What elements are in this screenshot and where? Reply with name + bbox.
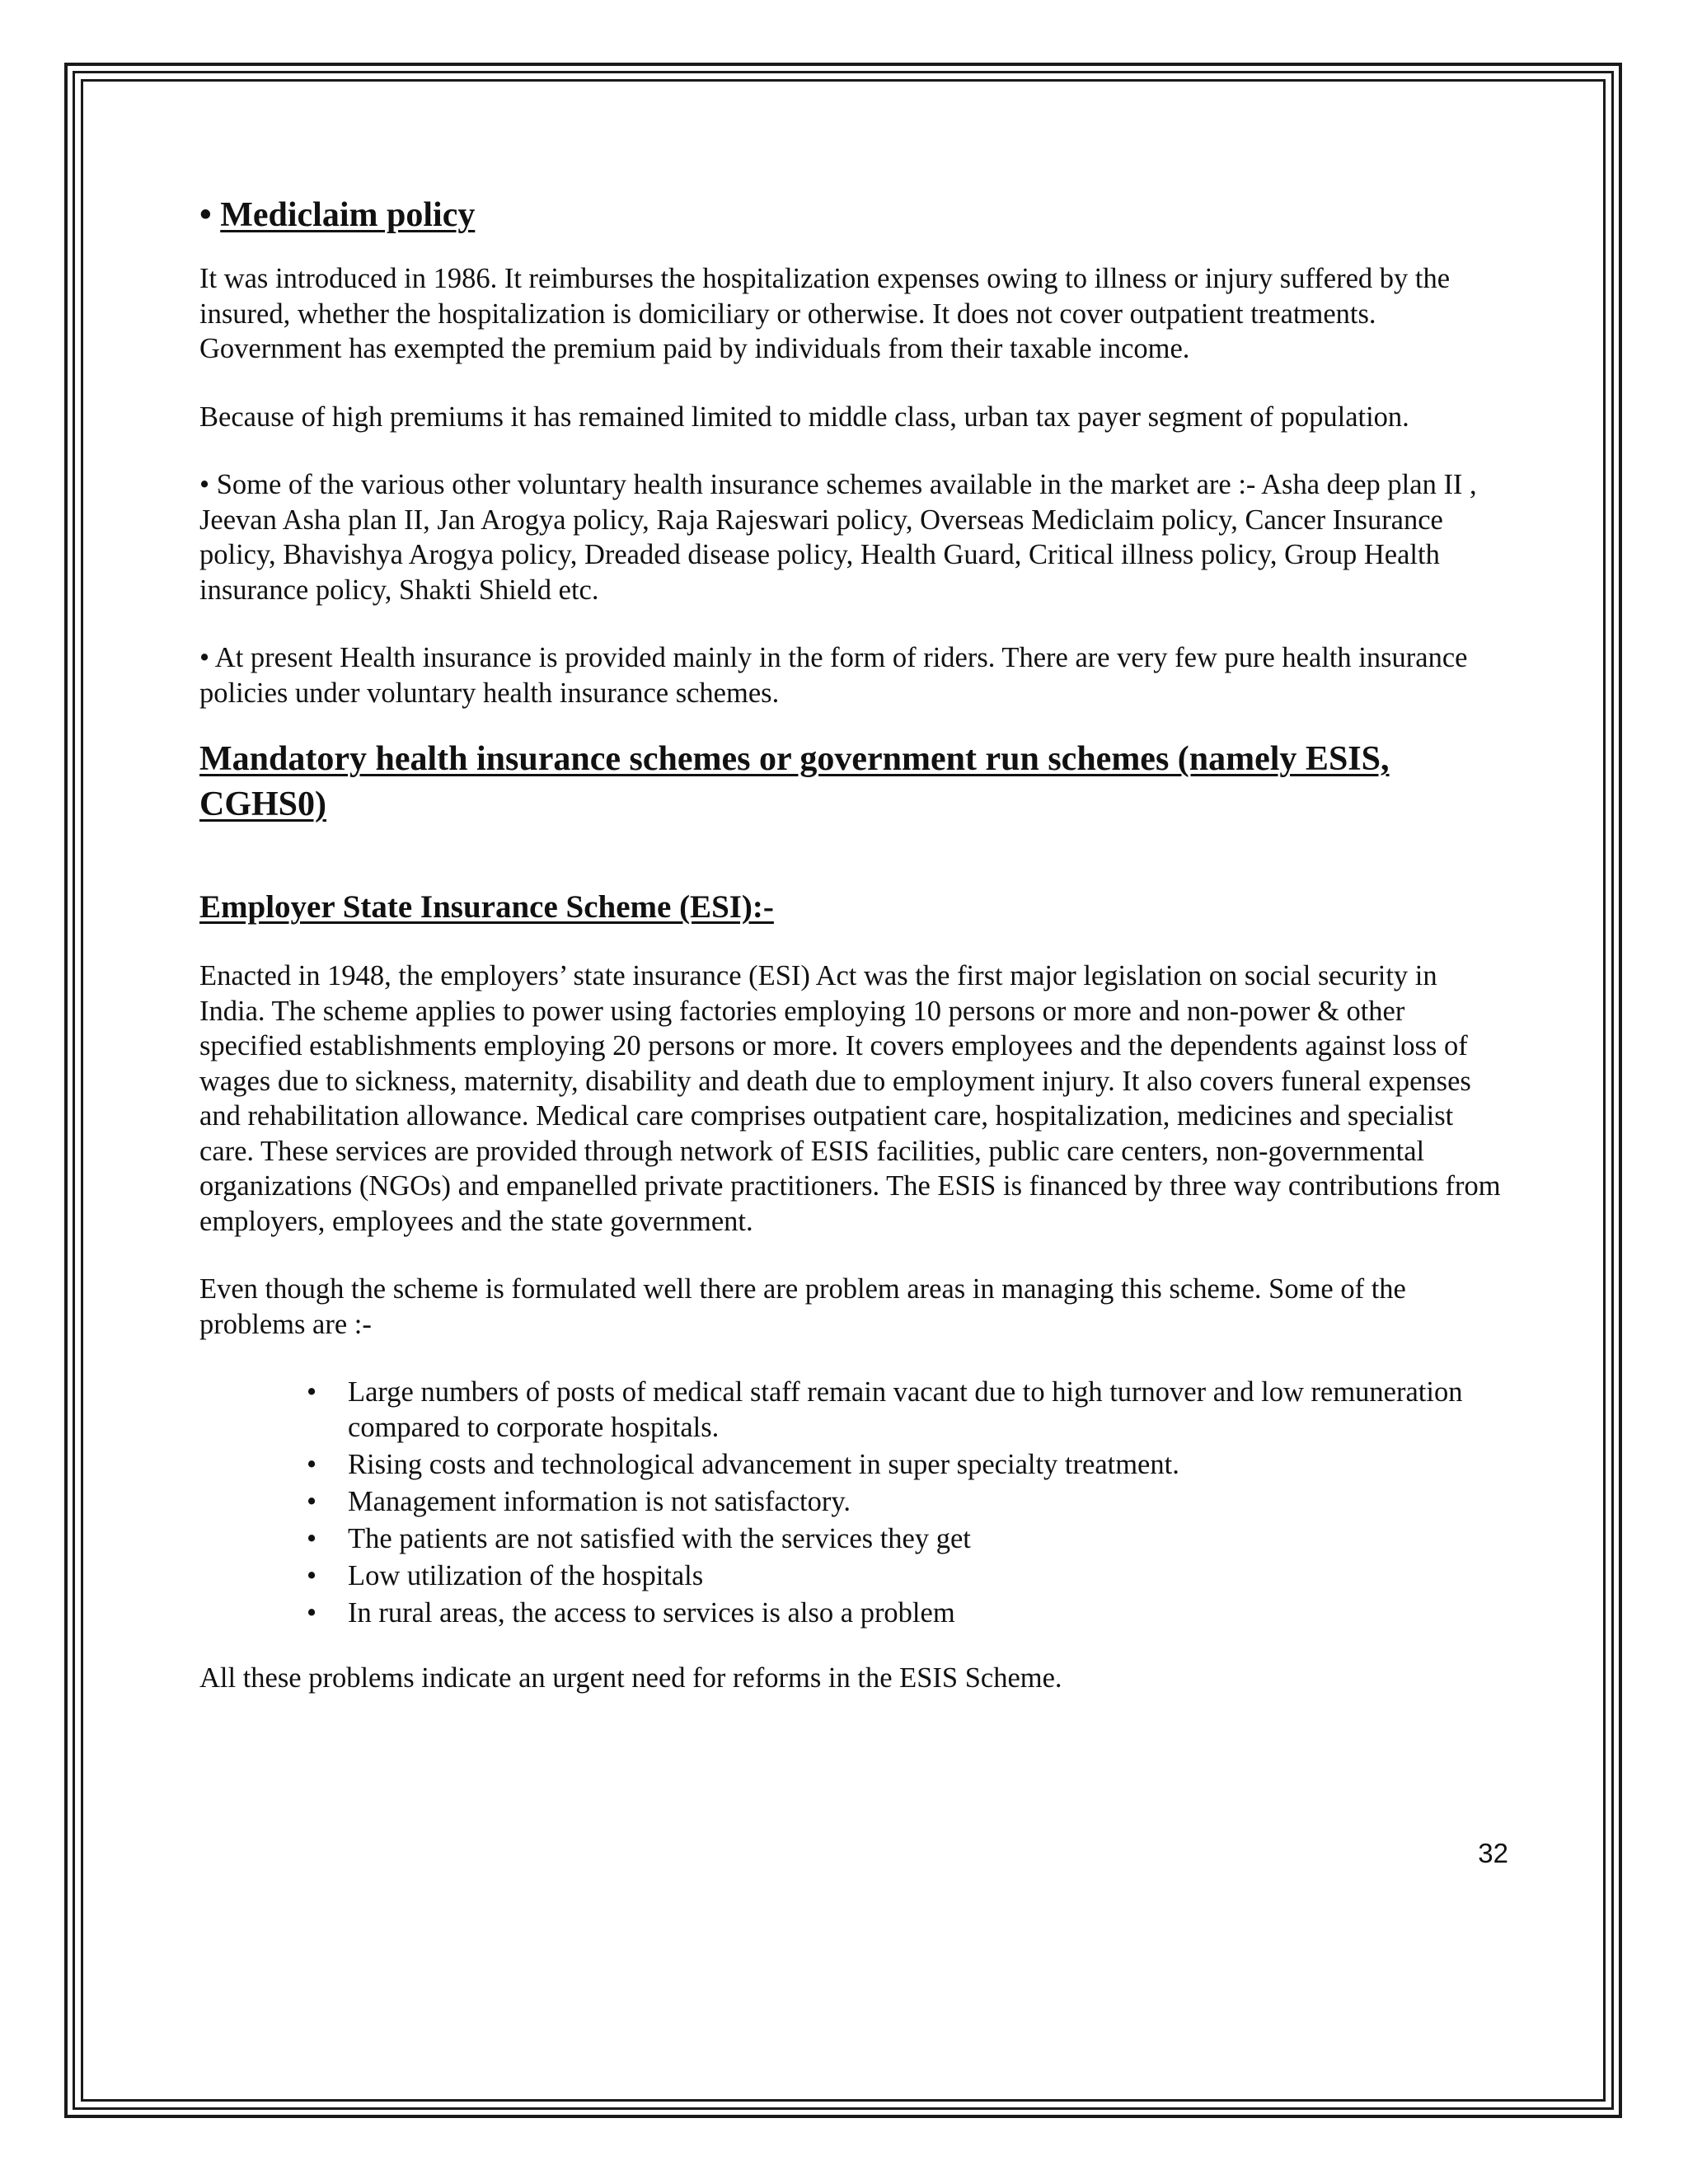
heading-bullet: • bbox=[199, 196, 212, 234]
bullet-icon: • bbox=[307, 1522, 317, 1554]
bullet-icon: • bbox=[307, 1559, 317, 1591]
page-content bbox=[199, 194, 1502, 1696]
list-item-text: Large numbers of posts of medical staff remain vacant due to high turnover and low remuneration compared to corporate hospitals. bbox=[348, 1376, 1463, 1443]
list-item-text: Management information is not satisfactory. bbox=[348, 1485, 851, 1517]
premium-paragraph: Because of high premiums it has remained limited to middle class, urban tax payer segment of population. bbox=[199, 401, 1409, 433]
riders-paragraph: • At present Health insurance is provided mainly in the form of riders. There are very few pure health insurance policies under voluntary health insurance schemes. bbox=[199, 642, 1468, 709]
mediclaim-heading bbox=[199, 194, 1502, 236]
page-number: 32 bbox=[1478, 1838, 1508, 1868]
bullet-icon: • bbox=[307, 1376, 317, 1408]
bullet-icon: • bbox=[307, 1448, 317, 1480]
bullet-icon: • bbox=[307, 1485, 317, 1517]
list-item-text: Low utilization of the hospitals bbox=[348, 1559, 704, 1591]
mediclaim-intro-paragraph: It was introduced in 1986. It reimburses the hospitalization expenses owing to illness or injury suffered by the insured, whether the hospitalization is domiciliary or otherwise. It does not cover outpatient treatments. Government has exempted the premium paid by individuals from their taxable income. bbox=[199, 263, 1451, 364]
list-item bbox=[307, 1484, 1502, 1520]
bullet-icon: • bbox=[307, 1596, 317, 1629]
list-item bbox=[307, 1521, 1502, 1557]
list-item-text: In rural areas, the access to services is also a problem bbox=[348, 1596, 955, 1629]
list-item bbox=[307, 1596, 1502, 1631]
esi-conclusion: All these problems indicate an urgent need for reforms in the ESIS Scheme. bbox=[199, 1662, 1062, 1694]
list-item bbox=[307, 1447, 1502, 1483]
mandatory-schemes-heading: Mandatory health insurance schemes or government run schemes (namely ESIS, CGHS0) bbox=[199, 740, 1390, 823]
list-item bbox=[307, 1558, 1502, 1594]
voluntary-schemes-paragraph: • Some of the various other voluntary health insurance schemes available in the market are :- Asha deep plan II , Jeevan Asha plan II, Jan Arogya policy, Raja Rajeswari policy, Overseas Mediclaim policy, Cancer Insurance policy, Bhavishya Arogya policy, Dreaded disease policy, Health Guard, Critical illness policy, Group Health insurance policy, Shakti Shield etc. bbox=[199, 469, 1477, 606]
esi-problems-list bbox=[199, 1375, 1502, 1630]
mediclaim-heading-text: Mediclaim policy bbox=[220, 196, 476, 234]
list-item-text: The patients are not satisfied with the services they get bbox=[348, 1522, 971, 1554]
esi-heading: Employer State Insurance Scheme (ESI):- bbox=[199, 889, 774, 925]
esi-problems-intro: Even though the scheme is formulated well there are problem areas in managing this scheme. Some of the problems are :- bbox=[199, 1273, 1406, 1340]
esi-description-paragraph: Enacted in 1948, the employers’ state insurance (ESI) Act was the first major legislation on social security in India. The scheme applies to power using factories employing 10 persons or more and non-power & other specified establishments employing 20 persons or more. It covers employees and the dependents against loss of wages due to sickness, maternity, disability and death due to employment injury. It also covers funeral expenses and rehabilitation allowance. Medical care comprises outpatient care, hospitalization, medicines and specialist care. These services are provided through network of ESIS facilities, public care centers, non-governmental organizations (NGOs) and empanelled private practitioners. The ESIS is financed by three way contributions from employers, employees and the state government. bbox=[199, 960, 1501, 1237]
list-item-text: Rising costs and technological advancement in super specialty treatment. bbox=[348, 1448, 1179, 1480]
list-item bbox=[307, 1375, 1502, 1445]
